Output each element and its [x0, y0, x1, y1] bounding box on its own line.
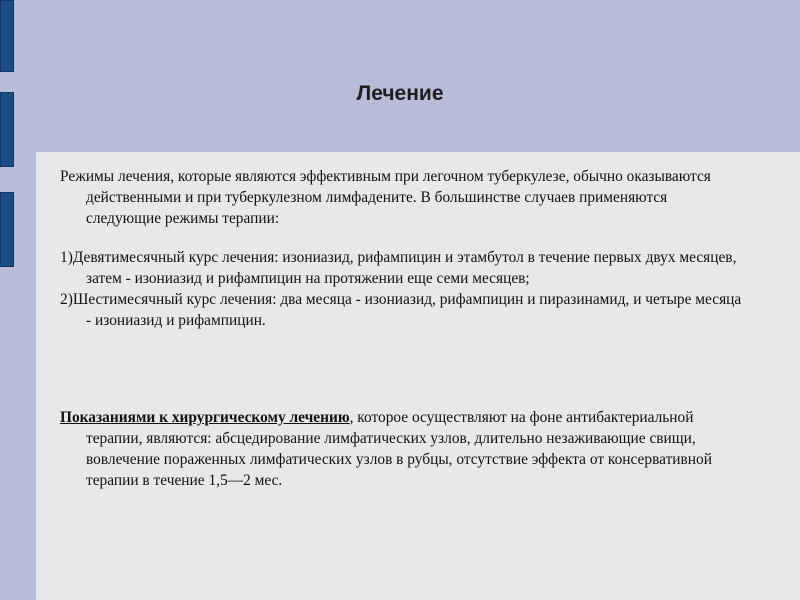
slide-title: Лечение	[356, 82, 444, 105]
intro-paragraph: Режимы лечения, которые являются эффективным при легочном туберкулезе, обычно оказываются действенными и при туберкулезном лимфадените. В большинстве случаев применяются следующие режимы терапии:	[60, 168, 711, 227]
regimen-2-paragraph: 2)Шестимесячный курс лечения: два месяца - изониазид, рифампицин и пиразинамид, и четыре месяца - изониазид и рифампицин.	[60, 291, 742, 329]
surgery-paragraph	[60, 407, 746, 491]
side-accent-bar-bottom	[0, 192, 14, 267]
content-panel	[36, 152, 800, 600]
surgery-indications-heading: Показаниями к хирургическому лечению	[60, 409, 350, 426]
side-accent-bar-top	[0, 0, 14, 72]
regimen-1-paragraph: 1)Девятимесячный курс лечения: изониазид, рифампицин и этамбутол в течение первых двух месяцев, затем - изониазид и рифампицин на протяжении еще семи месяцев;	[60, 249, 737, 287]
surgery-indications-text: , которое осуществляют на фоне антибактериальной терапии, являются: абсцедирование лимфатических узлов, длительно незаживающие свищи, вовлечение пораженных лимфатических узлов в рубцы, отсутствие эффекта от консервативной терапии в течение 1,5—2 мес.	[86, 409, 712, 489]
